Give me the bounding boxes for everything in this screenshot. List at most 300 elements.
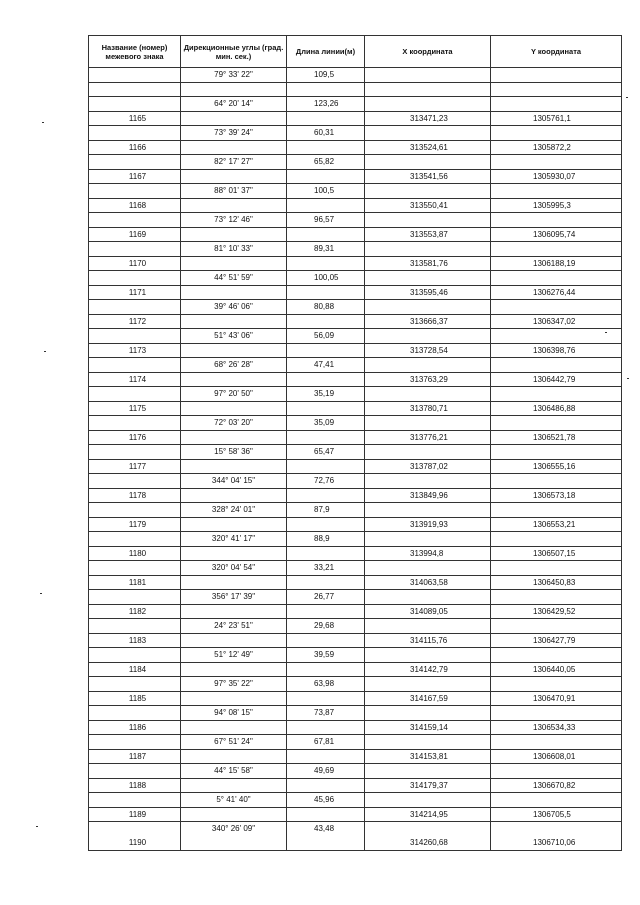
table-row xyxy=(89,677,622,706)
cell-y xyxy=(491,387,622,416)
cell-angle xyxy=(181,474,287,503)
angle-value: 81° 10' 33" xyxy=(214,244,253,253)
length-value: 35,19 xyxy=(314,389,335,398)
name-value: 1173 xyxy=(128,346,147,355)
x-value: 313849,96 xyxy=(410,491,448,500)
name-value: 1171 xyxy=(128,288,147,297)
cell-x xyxy=(365,242,491,271)
name-value: 1175 xyxy=(128,404,147,413)
angle-value: 51° 43' 06" xyxy=(214,331,253,340)
y-value: 1306188,19 xyxy=(533,259,576,268)
cell-angle xyxy=(181,242,287,271)
angle-value: 340° 26' 09" xyxy=(211,824,256,833)
y-value: 1306440,05 xyxy=(533,665,576,674)
table-body xyxy=(89,68,622,851)
cell-x xyxy=(365,619,491,648)
cell-y xyxy=(491,561,622,590)
length-value: 89,31 xyxy=(314,244,335,253)
cell-name xyxy=(89,155,181,184)
angle-value: 320° 04' 54" xyxy=(211,563,256,572)
name-value: 1176 xyxy=(128,433,147,442)
length-value: 35,09 xyxy=(314,418,335,427)
x-value: 313763,29 xyxy=(410,375,448,384)
cell-angle xyxy=(181,648,287,677)
cell-y xyxy=(491,474,622,503)
name-value: 1179 xyxy=(128,520,147,529)
x-value: 314159,14 xyxy=(410,723,448,732)
cell-name xyxy=(89,619,181,648)
cell-name xyxy=(89,503,181,532)
angle-value: 97° 20' 50" xyxy=(214,389,253,398)
cell-x xyxy=(365,358,491,387)
name-value: 1189 xyxy=(128,810,147,819)
cell-name xyxy=(89,822,181,851)
x-value: 314153,81 xyxy=(410,752,448,761)
cell-length xyxy=(287,619,365,648)
cell-name xyxy=(89,532,181,561)
y-value: 1306521,78 xyxy=(533,433,576,442)
table-row xyxy=(89,155,622,184)
length-value: 49,69 xyxy=(314,766,335,775)
angle-value: 82° 17' 27" xyxy=(214,157,253,166)
angle-value: 73° 39' 24" xyxy=(214,128,253,137)
cell-x xyxy=(365,706,491,735)
cell-angle xyxy=(181,68,287,97)
table-row xyxy=(89,242,622,271)
cell-name xyxy=(89,735,181,764)
cell-name xyxy=(89,416,181,445)
name-value: 1167 xyxy=(128,172,147,181)
cell-y xyxy=(491,445,622,474)
header-name: Название (номер) межевого знака xyxy=(89,36,181,68)
angle-value: 64° 20' 14" xyxy=(214,99,253,108)
cell-length xyxy=(287,822,365,851)
angle-value: 79° 33' 22" xyxy=(214,70,253,79)
cell-x xyxy=(365,561,491,590)
table-row xyxy=(89,184,622,213)
x-value: 314260,68 xyxy=(410,838,448,847)
cell-y xyxy=(491,706,622,735)
cell-length xyxy=(287,416,365,445)
x-value: 314115,76 xyxy=(410,636,448,645)
cell-x xyxy=(365,68,491,97)
length-value: 39,59 xyxy=(314,650,335,659)
cell-length xyxy=(287,68,365,97)
cell-y xyxy=(491,416,622,445)
x-value: 314063,58 xyxy=(410,578,448,587)
cell-y xyxy=(491,590,622,619)
length-value: 63,98 xyxy=(314,679,335,688)
cell-name xyxy=(89,184,181,213)
cell-y xyxy=(491,822,622,851)
name-value: 1181 xyxy=(128,578,147,587)
name-value: 1178 xyxy=(128,491,147,500)
cell-angle xyxy=(181,213,287,242)
y-value: 1306573,18 xyxy=(533,491,576,500)
cell-angle xyxy=(181,300,287,329)
cell-angle xyxy=(181,677,287,706)
cell-y xyxy=(491,184,622,213)
x-value: 314214,95 xyxy=(410,810,448,819)
x-value: 313666,37 xyxy=(410,317,448,326)
table-row xyxy=(89,126,622,155)
cell-name xyxy=(89,648,181,677)
x-value: 313553,87 xyxy=(410,230,448,239)
cell-length xyxy=(287,97,365,126)
cell-y xyxy=(491,793,622,822)
scan-speck xyxy=(42,122,44,123)
cell-angle xyxy=(181,416,287,445)
cell-length xyxy=(287,155,365,184)
cell-angle xyxy=(181,126,287,155)
table-row xyxy=(89,619,622,648)
angle-value: 94° 08' 15" xyxy=(214,708,253,717)
length-value: 33,21 xyxy=(314,563,335,572)
header-x: X координата xyxy=(365,36,491,68)
cell-y xyxy=(491,619,622,648)
y-value: 1306608,01 xyxy=(533,752,576,761)
angle-value: 97° 35' 22" xyxy=(214,679,253,688)
table-row xyxy=(89,358,622,387)
cell-angle xyxy=(181,271,287,300)
cell-length xyxy=(287,445,365,474)
y-value: 1306507,15 xyxy=(533,549,576,558)
cell-length xyxy=(287,735,365,764)
name-value: 1174 xyxy=(128,375,147,384)
scan-speck xyxy=(40,593,42,594)
cell-length xyxy=(287,329,365,358)
cell-length xyxy=(287,706,365,735)
cell-name xyxy=(89,764,181,793)
cell-length xyxy=(287,242,365,271)
cell-name xyxy=(89,213,181,242)
cell-x xyxy=(365,822,491,851)
length-value: 87,9 xyxy=(314,505,330,514)
table-row xyxy=(89,300,622,329)
length-value: 45,96 xyxy=(314,795,335,804)
cell-angle xyxy=(181,764,287,793)
x-value: 313595,46 xyxy=(410,288,448,297)
table-row xyxy=(89,213,622,242)
x-value: 313994,8 xyxy=(410,549,444,558)
table-row xyxy=(89,706,622,735)
cell-name xyxy=(89,590,181,619)
cell-length xyxy=(287,561,365,590)
y-value: 1306670,82 xyxy=(533,781,576,790)
length-value: 56,09 xyxy=(314,331,335,340)
cell-angle xyxy=(181,706,287,735)
cell-angle xyxy=(181,822,287,851)
table-row xyxy=(89,822,622,851)
y-value: 1306429,52 xyxy=(533,607,576,616)
y-value: 1306276,44 xyxy=(533,288,576,297)
header-angle: Дирекционные углы (град. мин. сек.) xyxy=(181,36,287,68)
table-header-row xyxy=(89,36,622,68)
cell-length xyxy=(287,474,365,503)
table-row xyxy=(89,329,622,358)
boundary-coordinates-table xyxy=(88,35,622,851)
x-value: 313919,93 xyxy=(410,520,448,529)
cell-y xyxy=(491,735,622,764)
angle-value: 51° 12' 49" xyxy=(214,650,253,659)
name-value: 1165 xyxy=(128,114,147,123)
table-row xyxy=(89,97,622,126)
cell-x xyxy=(365,300,491,329)
cell-name xyxy=(89,706,181,735)
name-value: 1188 xyxy=(128,781,147,790)
x-value: 314179,37 xyxy=(410,781,448,790)
table-row xyxy=(89,387,622,416)
cell-x xyxy=(365,445,491,474)
x-value: 313787,02 xyxy=(410,462,448,471)
angle-value: 344° 04' 15" xyxy=(211,476,256,485)
x-value: 313541,56 xyxy=(410,172,448,181)
cell-length xyxy=(287,648,365,677)
cell-y xyxy=(491,242,622,271)
length-value: 26,77 xyxy=(314,592,335,601)
y-value: 1306470,91 xyxy=(533,694,576,703)
angle-value: 68° 26' 28" xyxy=(214,360,253,369)
angle-value: 73° 12' 46" xyxy=(214,215,253,224)
cell-name xyxy=(89,329,181,358)
name-value: 1170 xyxy=(128,259,147,268)
length-value: 65,47 xyxy=(314,447,335,456)
cell-length xyxy=(287,213,365,242)
length-value: 80,88 xyxy=(314,302,335,311)
y-value: 1306442,79 xyxy=(533,375,576,384)
cell-y xyxy=(491,677,622,706)
cell-name xyxy=(89,474,181,503)
cell-x xyxy=(365,213,491,242)
name-value: 1184 xyxy=(128,665,147,674)
cell-name xyxy=(89,68,181,97)
cell-length xyxy=(287,532,365,561)
table-row xyxy=(89,416,622,445)
name-value: 1168 xyxy=(128,201,147,210)
x-value: 313550,41 xyxy=(410,201,448,210)
cell-name xyxy=(89,677,181,706)
cell-angle xyxy=(181,445,287,474)
length-value: 73,87 xyxy=(314,708,335,717)
cell-x xyxy=(365,155,491,184)
cell-angle xyxy=(181,793,287,822)
length-value: 65,82 xyxy=(314,157,335,166)
angle-value: 320° 41' 17" xyxy=(211,534,256,543)
y-value: 1306705,5 xyxy=(533,810,571,819)
table-row xyxy=(89,532,622,561)
length-value: 109,5 xyxy=(314,70,335,79)
y-value: 1306486,88 xyxy=(533,404,576,413)
cell-x xyxy=(365,126,491,155)
header-length: Длина линии(м) xyxy=(287,36,365,68)
x-value: 313581,76 xyxy=(410,259,448,268)
name-value: 1166 xyxy=(128,143,147,152)
table-row xyxy=(89,735,622,764)
cell-angle xyxy=(181,532,287,561)
header-y: Y координата xyxy=(491,36,622,68)
table-row xyxy=(89,590,622,619)
table-row xyxy=(89,68,622,97)
x-value: 313728,54 xyxy=(410,346,448,355)
cell-y xyxy=(491,213,622,242)
table-row xyxy=(89,445,622,474)
scan-speck xyxy=(36,826,38,827)
x-value: 313780,71 xyxy=(410,404,448,413)
cell-length xyxy=(287,126,365,155)
y-value: 1306555,16 xyxy=(533,462,576,471)
cell-length xyxy=(287,300,365,329)
cell-x xyxy=(365,735,491,764)
table-row xyxy=(89,648,622,677)
cell-y xyxy=(491,532,622,561)
angle-value: 72° 03' 20" xyxy=(214,418,253,427)
scan-speck xyxy=(605,332,607,333)
cell-length xyxy=(287,590,365,619)
cell-name xyxy=(89,561,181,590)
angle-value: 88° 01' 37" xyxy=(214,186,253,195)
cell-y xyxy=(491,97,622,126)
cell-x xyxy=(365,532,491,561)
cell-name xyxy=(89,126,181,155)
cell-name xyxy=(89,358,181,387)
cell-length xyxy=(287,764,365,793)
cell-y xyxy=(491,503,622,532)
length-value: 100,05 xyxy=(314,273,339,282)
cell-x xyxy=(365,503,491,532)
length-value: 47,41 xyxy=(314,360,335,369)
cell-angle xyxy=(181,735,287,764)
y-value: 1306427,79 xyxy=(533,636,576,645)
table-row xyxy=(89,561,622,590)
length-value: 60,31 xyxy=(314,128,335,137)
name-value: 1180 xyxy=(128,549,147,558)
length-value: 29,68 xyxy=(314,621,335,630)
name-value: 1190 xyxy=(128,838,147,847)
y-value: 1306347,02 xyxy=(533,317,576,326)
angle-value: 44° 15' 58" xyxy=(214,766,253,775)
x-value: 313524,61 xyxy=(410,143,448,152)
cell-y xyxy=(491,300,622,329)
name-value: 1177 xyxy=(128,462,147,471)
cell-name xyxy=(89,300,181,329)
cell-x xyxy=(365,793,491,822)
cell-length xyxy=(287,358,365,387)
cell-length xyxy=(287,793,365,822)
cell-x xyxy=(365,271,491,300)
length-value: 96,57 xyxy=(314,215,335,224)
y-value: 1306398,76 xyxy=(533,346,576,355)
angle-value: 39° 46' 06" xyxy=(214,302,253,311)
cell-x xyxy=(365,590,491,619)
table-row xyxy=(89,474,622,503)
cell-angle xyxy=(181,387,287,416)
scan-speck xyxy=(44,351,46,352)
name-value: 1182 xyxy=(128,607,147,616)
cell-x xyxy=(365,387,491,416)
cell-name xyxy=(89,387,181,416)
angle-value: 44° 51' 59" xyxy=(214,273,253,282)
scan-speck xyxy=(626,97,628,98)
cell-length xyxy=(287,184,365,213)
length-value: 43,48 xyxy=(314,824,335,833)
cell-length xyxy=(287,271,365,300)
angle-value: 67° 51' 24" xyxy=(214,737,253,746)
cell-name xyxy=(89,445,181,474)
table-row xyxy=(89,764,622,793)
name-value: 1172 xyxy=(128,317,147,326)
cell-angle xyxy=(181,97,287,126)
y-value: 1305761,1 xyxy=(533,114,571,123)
angle-value: 24° 23' 51" xyxy=(214,621,253,630)
table-row xyxy=(89,271,622,300)
cell-length xyxy=(287,677,365,706)
cell-x xyxy=(365,184,491,213)
cell-angle xyxy=(181,503,287,532)
name-value: 1187 xyxy=(128,752,147,761)
cell-angle xyxy=(181,184,287,213)
x-value: 314089,05 xyxy=(410,607,448,616)
cell-name xyxy=(89,793,181,822)
angle-value: 356° 17' 39" xyxy=(211,592,256,601)
y-value: 1306450,83 xyxy=(533,578,576,587)
y-value: 1305995,3 xyxy=(533,201,571,210)
cell-name xyxy=(89,97,181,126)
length-value: 88,9 xyxy=(314,534,330,543)
cell-y xyxy=(491,68,622,97)
cell-x xyxy=(365,97,491,126)
y-value: 1306710,06 xyxy=(533,838,576,847)
cell-x xyxy=(365,416,491,445)
cell-name xyxy=(89,242,181,271)
x-value: 313471,23 xyxy=(410,114,448,123)
cell-length xyxy=(287,503,365,532)
x-value: 314167,59 xyxy=(410,694,448,703)
cell-angle xyxy=(181,619,287,648)
length-value: 123,26 xyxy=(314,99,339,108)
cell-angle xyxy=(181,358,287,387)
y-value: 1306553,21 xyxy=(533,520,576,529)
angle-value: 5° 41' 40" xyxy=(216,795,251,804)
length-value: 67,81 xyxy=(314,737,335,746)
cell-y xyxy=(491,764,622,793)
name-value: 1186 xyxy=(128,723,147,732)
cell-x xyxy=(365,764,491,793)
cell-length xyxy=(287,387,365,416)
cell-angle xyxy=(181,155,287,184)
cell-y xyxy=(491,329,622,358)
table-row xyxy=(89,793,622,822)
scan-speck xyxy=(627,378,629,379)
x-value: 314142,79 xyxy=(410,665,448,674)
y-value: 1306534,33 xyxy=(533,723,576,732)
y-value: 1305930,07 xyxy=(533,172,576,181)
length-value: 100,5 xyxy=(314,186,335,195)
name-value: 1183 xyxy=(128,636,147,645)
cell-angle xyxy=(181,329,287,358)
x-value: 313776,21 xyxy=(410,433,448,442)
cell-y xyxy=(491,648,622,677)
cell-x xyxy=(365,677,491,706)
cell-x xyxy=(365,648,491,677)
angle-value: 328° 24' 01" xyxy=(211,505,256,514)
y-value: 1305872,2 xyxy=(533,143,571,152)
name-value: 1169 xyxy=(128,230,147,239)
angle-value: 15° 58' 36" xyxy=(214,447,253,456)
cell-angle xyxy=(181,561,287,590)
name-value: 1185 xyxy=(128,694,147,703)
cell-y xyxy=(491,155,622,184)
length-value: 72,76 xyxy=(314,476,335,485)
